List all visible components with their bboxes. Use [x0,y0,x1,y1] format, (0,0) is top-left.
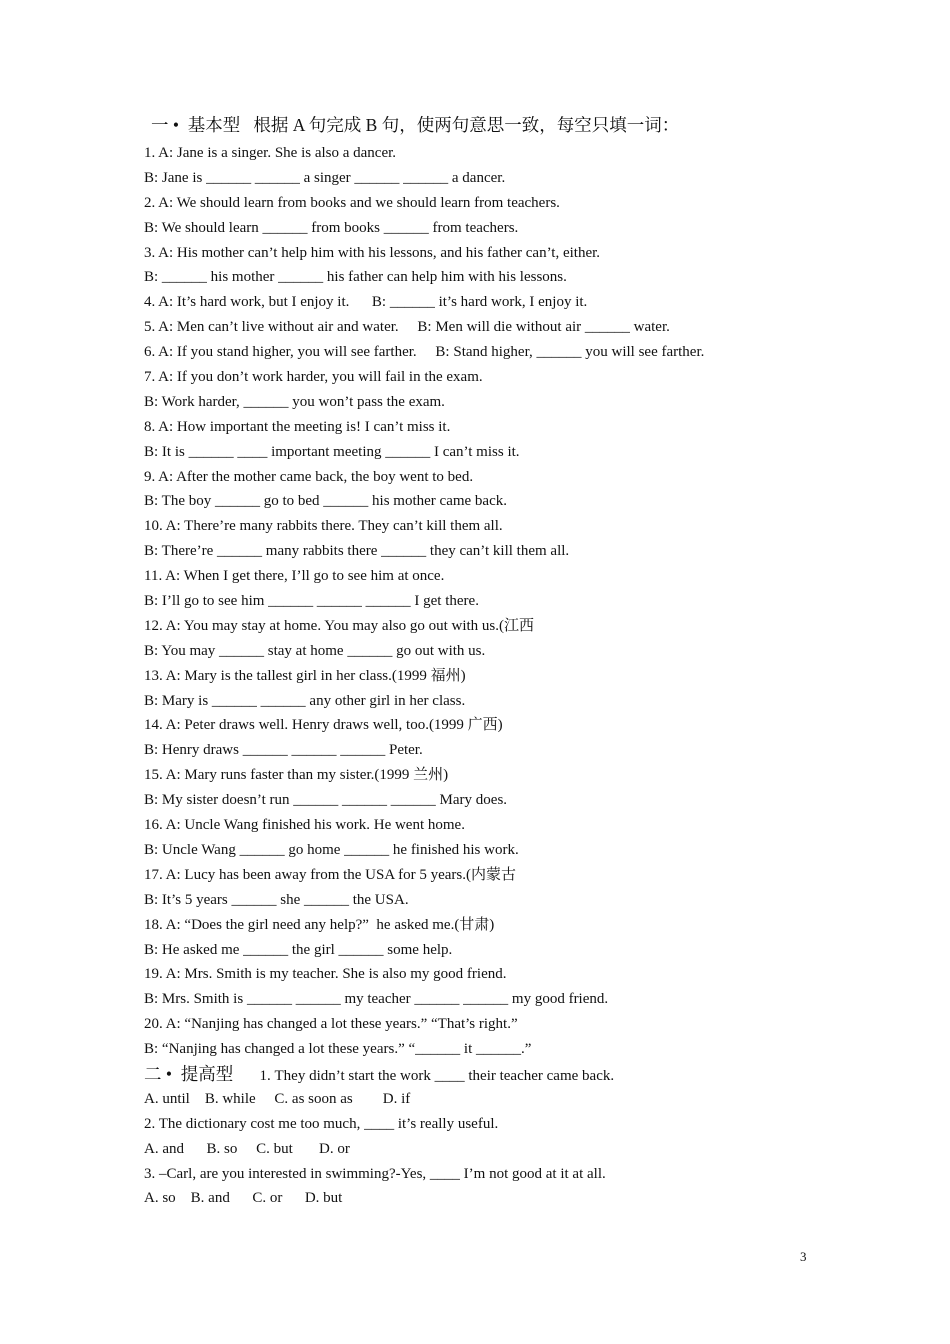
section-2-line: A. and B. so C. but D. or [144,1140,350,1157]
section-2-line: 3. –Carl, are you interested in swimming?-Yes, ____ I’m not good at it at all. [144,1165,606,1182]
exercise-line: B: Jane is ______ ______ a singer ______ ______ a dancer. [144,169,506,186]
exercise-line: 15. A: Mary runs faster than my sister.(1999 兰州) [144,767,449,784]
exercise-line: B: There’re ______ many rabbits there ______ they can’t kill them all. [144,543,570,560]
exercise-line: 2. A: We should learn from books and we should learn from teachers. [144,194,560,211]
exercise-line: B: I’ll go to see him ______ ______ ______ I get there. [144,593,479,610]
exercise-line: B: The boy ______ go to bed ______ his mother came back. [144,493,507,510]
exercise-line: B: It’s 5 years ______ she ______ the USA. [144,891,409,908]
section-2-question-1: 1. They didn’t start the work ____ their teacher came back. [259,1067,615,1084]
exercise-line: B: Uncle Wang ______ go home ______ he finished his work. [144,841,519,858]
exercise-line: B: You may ______ stay at home ______ go out with us. [144,642,486,659]
section-2-line: 2. The dictionary cost me too much, ____ it’s really useful. [144,1115,499,1132]
exercise-lines [144,141,864,1211]
exercise-line: 10. A: There’re many rabbits there. They can’t kill them all. [144,518,503,535]
exercise-line: 16. A: Uncle Wang finished his work. He went home. [144,817,465,834]
exercise-line: 18. A: “Does the girl need any help?” he asked me.(甘肃) [144,916,495,933]
exercise-line: 6. A: If you stand higher, you will see farther. B: Stand higher, ______ you will see farther. [144,344,705,361]
exercise-line: B: ______ his mother ______ his father can help him with his lessons. [144,269,567,286]
exercise-line: 4. A: It’s hard work, but I enjoy it. B: ______ it’s hard work, I enjoy it. [144,294,588,311]
exercise-line: B: Mary is ______ ______ any other girl in her class. [144,692,466,709]
exercise-line: 13. A: Mary is the tallest girl in her class.(1999 福州) [144,667,466,684]
exercise-line: 17. A: Lucy has been away from the USA for 5 years.(内蒙古 [144,866,516,883]
exercise-line: B: Henry draws ______ ______ ______ Peter. [144,742,423,759]
exercise-line: 20. A: “Nanjing has changed a lot these years.” “That’s right.” [144,1016,518,1033]
exercise-line: 11. A: When I get there, I’ll go to see him at once. [144,568,445,585]
exercise-line: 7. A: If you don’t work harder, you will fail in the exam. [144,369,483,386]
exercise-line: B: It is ______ ____ important meeting ______ I can’t miss it. [144,443,520,460]
exercise-line: 1. A: Jane is a singer. She is also a dancer. [144,145,397,161]
section-1-heading: 一 • 基本型 根据 A 句完成 B 句，使两句意思一致，每空只填一词： [151,115,680,135]
exercise-line: 9. A: After the mother came back, the boy went to bed. [144,468,474,485]
exercise-line: 8. A: How important the meeting is! I can’t miss it. [144,418,451,435]
exercise-line: B: He asked me ______ the girl ______ some help. [144,941,453,958]
exercise-line: 14. A: Peter draws well. Henry draws well, too.(1999 广西) [144,717,503,734]
exercise-line: B: “Nanjing has changed a lot these years.” “______ it ______.” [144,1041,532,1058]
exercise-line: B: Mrs. Smith is ______ ______ my teacher ______ ______ my good friend. [144,991,609,1008]
exercise-line: 12. A: You may stay at home. You may also go out with us.(江西 [144,617,535,634]
section-2-heading-line [144,1062,864,1087]
exercise-line: 3. A: His mother can’t help him with his lessons, and his father can’t, either. [144,244,601,261]
page-number: 3 [800,1249,807,1264]
section-2-line: A. until B. while C. as soon as D. if [144,1090,411,1107]
exercise-line: 5. A: Men can’t live without air and water. B: Men will die without air ______ water. [144,319,670,336]
section-2-heading: 二 • 提高型 [144,1063,234,1084]
exercise-line: 19. A: Mrs. Smith is my teacher. She is also my good friend. [144,966,507,983]
exercise-line: B: Work harder, ______ you won’t pass the exam. [144,393,445,410]
exercise-line: B: We should learn ______ from books ______ from teachers. [144,219,519,236]
section-2-line: A. so B. and C. or D. but [144,1190,343,1207]
exercise-line: B: My sister doesn’t run ______ ______ ______ Mary does. [144,792,508,809]
